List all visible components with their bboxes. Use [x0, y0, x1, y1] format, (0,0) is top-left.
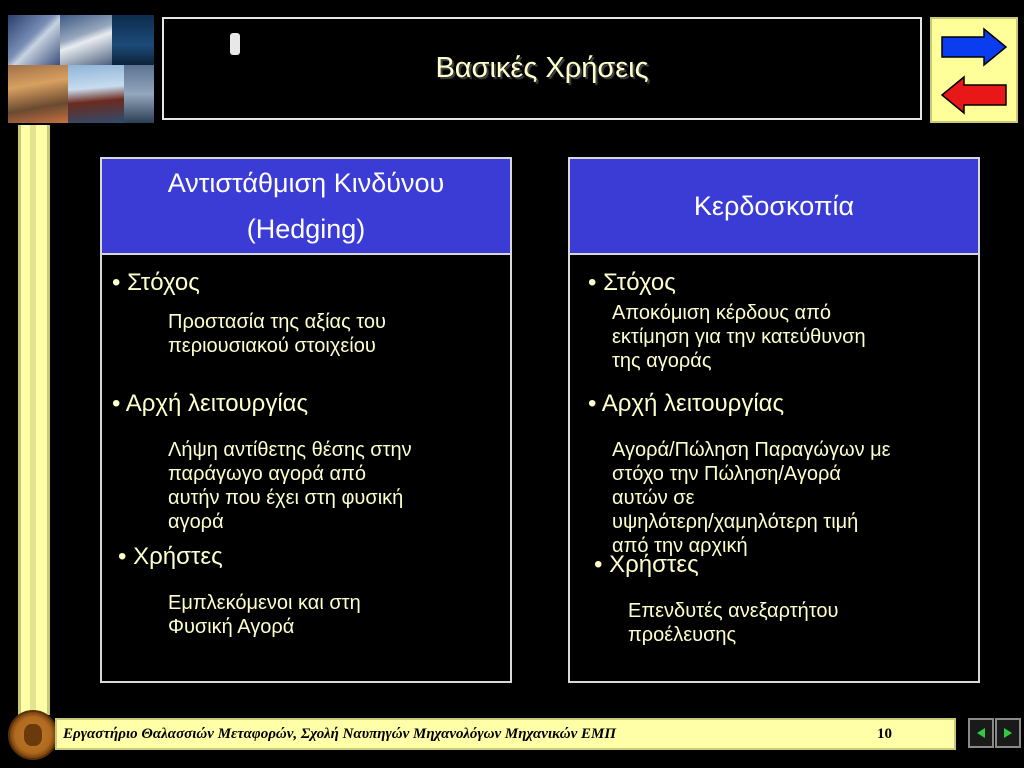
desc-line: εκτίμηση για την κατεύθυνση [612, 326, 866, 348]
photo-tile-tanker [68, 65, 124, 123]
photo-tile-waves [60, 15, 112, 65]
desc-line: αγορά [168, 511, 224, 533]
hedging-column [100, 157, 512, 683]
footer-bar [55, 718, 956, 750]
speculation-principle-desc [612, 438, 891, 558]
desc-line: Εμπλεκόμενοι και στη [168, 592, 361, 614]
desc-line: παράγωγο αγορά από [168, 463, 366, 485]
previous-slide-button[interactable] [968, 718, 994, 748]
speculation-goal-label: • Στόχος [588, 269, 676, 296]
speculation-header-title: Κερδοσκοπία [693, 191, 855, 221]
speculation-users-label: • Χρήστες [594, 551, 699, 578]
desc-line: από την αρχική [612, 535, 748, 557]
desc-line: της αγοράς [612, 350, 712, 372]
speculation-column [568, 157, 980, 683]
decorative-vertical-bar [18, 125, 50, 715]
desc-line: Φυσική Αγορά [168, 616, 295, 638]
navigation-panel [930, 17, 1018, 123]
photo-tile-vessel [124, 65, 154, 123]
hedging-header-subtitle: (Hedging) [246, 214, 366, 244]
triangle-right-icon [1003, 727, 1013, 739]
desc-line: Επενδυτές ανεξαρτήτου [628, 600, 839, 622]
hedging-header-title: Αντιστάθμιση Κινδύνου [167, 168, 445, 198]
desc-line: περιουσιακού στοιχείου [168, 335, 376, 357]
desc-line: Προστασία της αξίας του [168, 311, 386, 333]
arrow-right-icon[interactable] [940, 27, 1008, 67]
page-number: 10 [877, 726, 892, 742]
hedging-principle-label: • Αρχή λειτουργίας [112, 390, 309, 417]
desc-line: υψηλότερη/χαμηλότερη τιμή [612, 511, 859, 533]
hedging-principle-desc [168, 438, 412, 534]
desc-line: προέλευσης [628, 624, 737, 646]
triangle-left-icon [976, 727, 986, 739]
hedging-users-desc [168, 591, 361, 639]
desc-line: Λήψη αντίθετης θέσης στην [168, 439, 412, 461]
footer-text: Εργαστήριο Θαλασσιών Μεταφορών, Σχολή Ναυπηγών Μηχανολόγων Μηχανικών ΕΜΠ [63, 726, 617, 742]
slide-title: Βασικές Χρήσεις [435, 52, 649, 84]
hedging-header [102, 159, 510, 255]
speculation-goal-desc [612, 301, 866, 373]
photo-tile-submarine [112, 15, 154, 65]
desc-line: στόχο την Πώληση/Αγορά [612, 463, 841, 485]
header-photo-collage [8, 15, 154, 123]
desc-line: αυτήν που έχει στη φυσική [168, 487, 404, 509]
speculation-principle-label: • Αρχή λειτουργίας [588, 390, 785, 417]
arrow-left-icon[interactable] [940, 75, 1008, 115]
slide-title-box [162, 17, 922, 120]
photo-tile-port [8, 65, 68, 123]
hedging-users-label: • Χρήστες [118, 543, 223, 570]
photo-tile-sea [8, 15, 60, 65]
hedging-goal-desc [168, 310, 386, 358]
desc-line: Αγορά/Πώληση Παραγώγων με [612, 439, 891, 461]
speculation-users-desc [628, 599, 838, 647]
hedging-goal-label: • Στόχος [112, 269, 200, 296]
next-slide-button[interactable] [995, 718, 1021, 748]
desc-line: αυτών σε [612, 487, 695, 509]
speculation-header [570, 159, 978, 255]
university-seal-icon [8, 710, 58, 760]
desc-line: Αποκόμιση κέρδους από [612, 302, 832, 324]
